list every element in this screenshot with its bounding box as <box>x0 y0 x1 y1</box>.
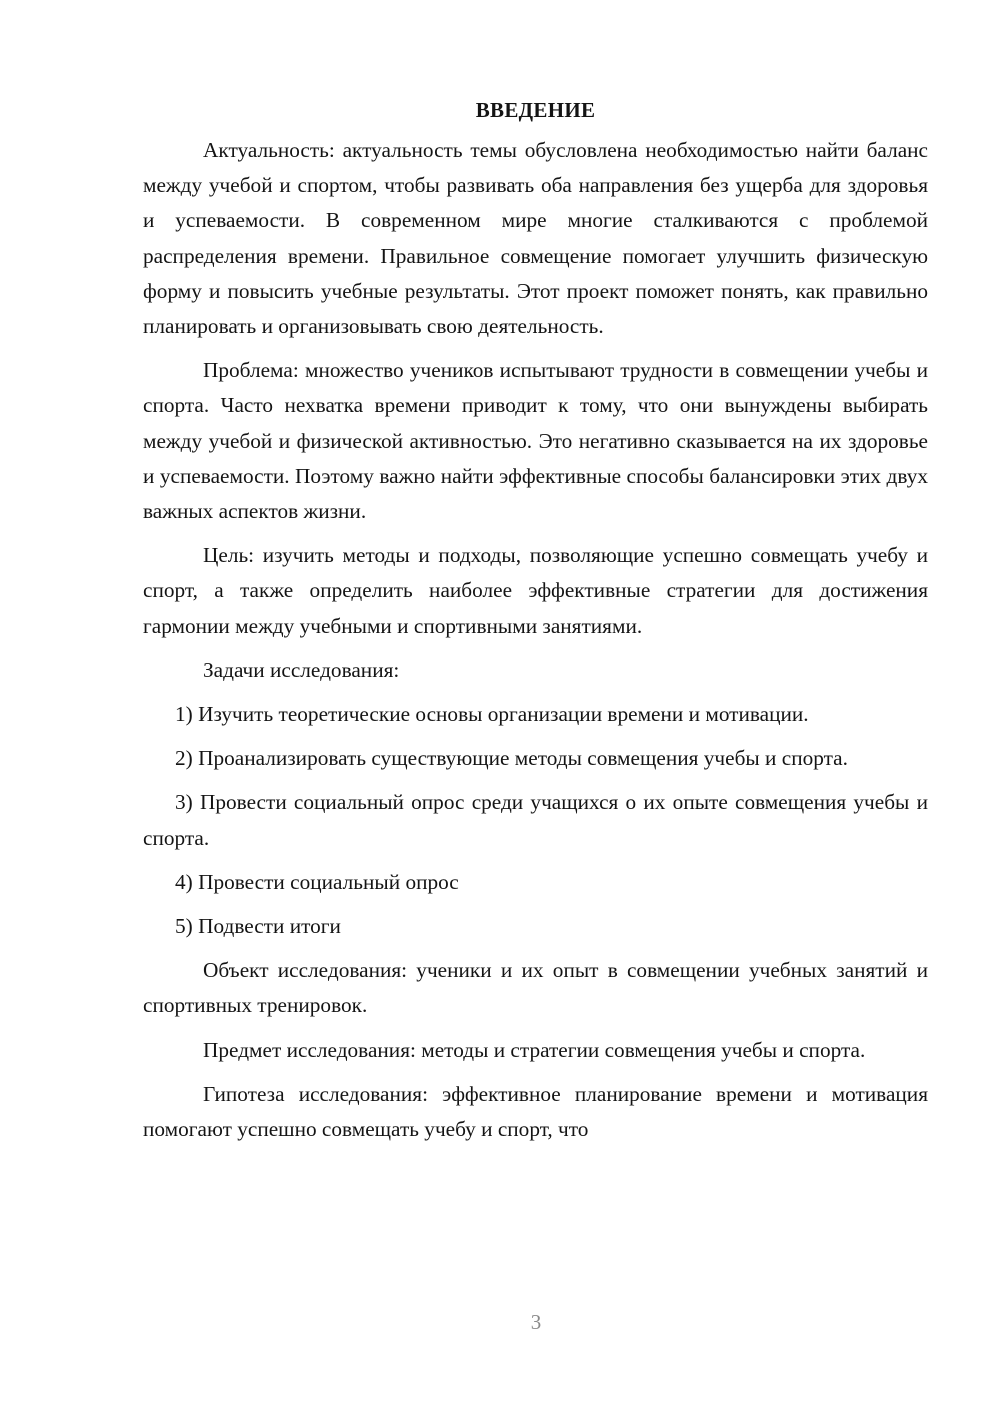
paragraph-object: Объект исследования: ученики и их опыт в совмещении учебных занятий и спортивных тренировок. <box>143 958 928 1018</box>
task-item-4: 4) Провести социальный опрос <box>175 869 459 894</box>
paragraph-relevance: Актуальность: актуальность темы обусловлена необходимостью найти баланс между учебой и спортом, чтобы развивать оба направления без ущерба для здоровья и успеваемости. В современном мире многие сталкиваются с проблемой распределения времени. Правильное совмещение помогает улучшить физическую форму и повысить учебные результаты. Этот проект поможет понять, как правильно планировать и организовывать свою деятельность. <box>143 138 928 339</box>
task-item-1: 1) Изучить теоретические основы организации времени и мотивации. <box>175 702 809 727</box>
task-item-3: 3) Провести социальный опрос среди учащихся о их опыте совмещения учебы и спорта. <box>143 790 928 850</box>
paragraph-goal: Цель: изучить методы и подходы, позволяющие успешно совмещать учебу и спорт, а также определить наиболее эффективные стратегии для достижения гармонии между учебными и спортивными занятиями. <box>143 543 928 638</box>
task-item-5: 5) Подвести итоги <box>175 914 341 939</box>
section-title: ВВЕДЕНИЕ <box>475 98 596 122</box>
paragraph-subject: Предмет исследования: методы и стратегии совмещения учебы и спорта. <box>203 1037 866 1062</box>
paragraph-tasks-heading: Задачи исследования: <box>203 657 400 682</box>
page-number: 3 <box>530 1310 542 1334</box>
task-item-2: 2) Проанализировать существующие методы совмещения учебы и спорта. <box>175 746 848 771</box>
paragraph-problem: Проблема: множество учеников испытывают трудности в совмещении учебы и спорта. Часто нехватка времени приводит к тому, что они вынуждены выбирать между учебой и физической активностью. Это негативно сказывается на их здоровье и успеваемости. Поэтому важно найти эффективные способы балансировки этих двух важных аспектов жизни. <box>143 358 928 524</box>
paragraph-hypothesis: Гипотеза исследования: эффективное планирование времени и мотивация помогают успешно совмещать учебу и спорт, что <box>143 1081 928 1142</box>
document-page <box>143 92 928 1156</box>
